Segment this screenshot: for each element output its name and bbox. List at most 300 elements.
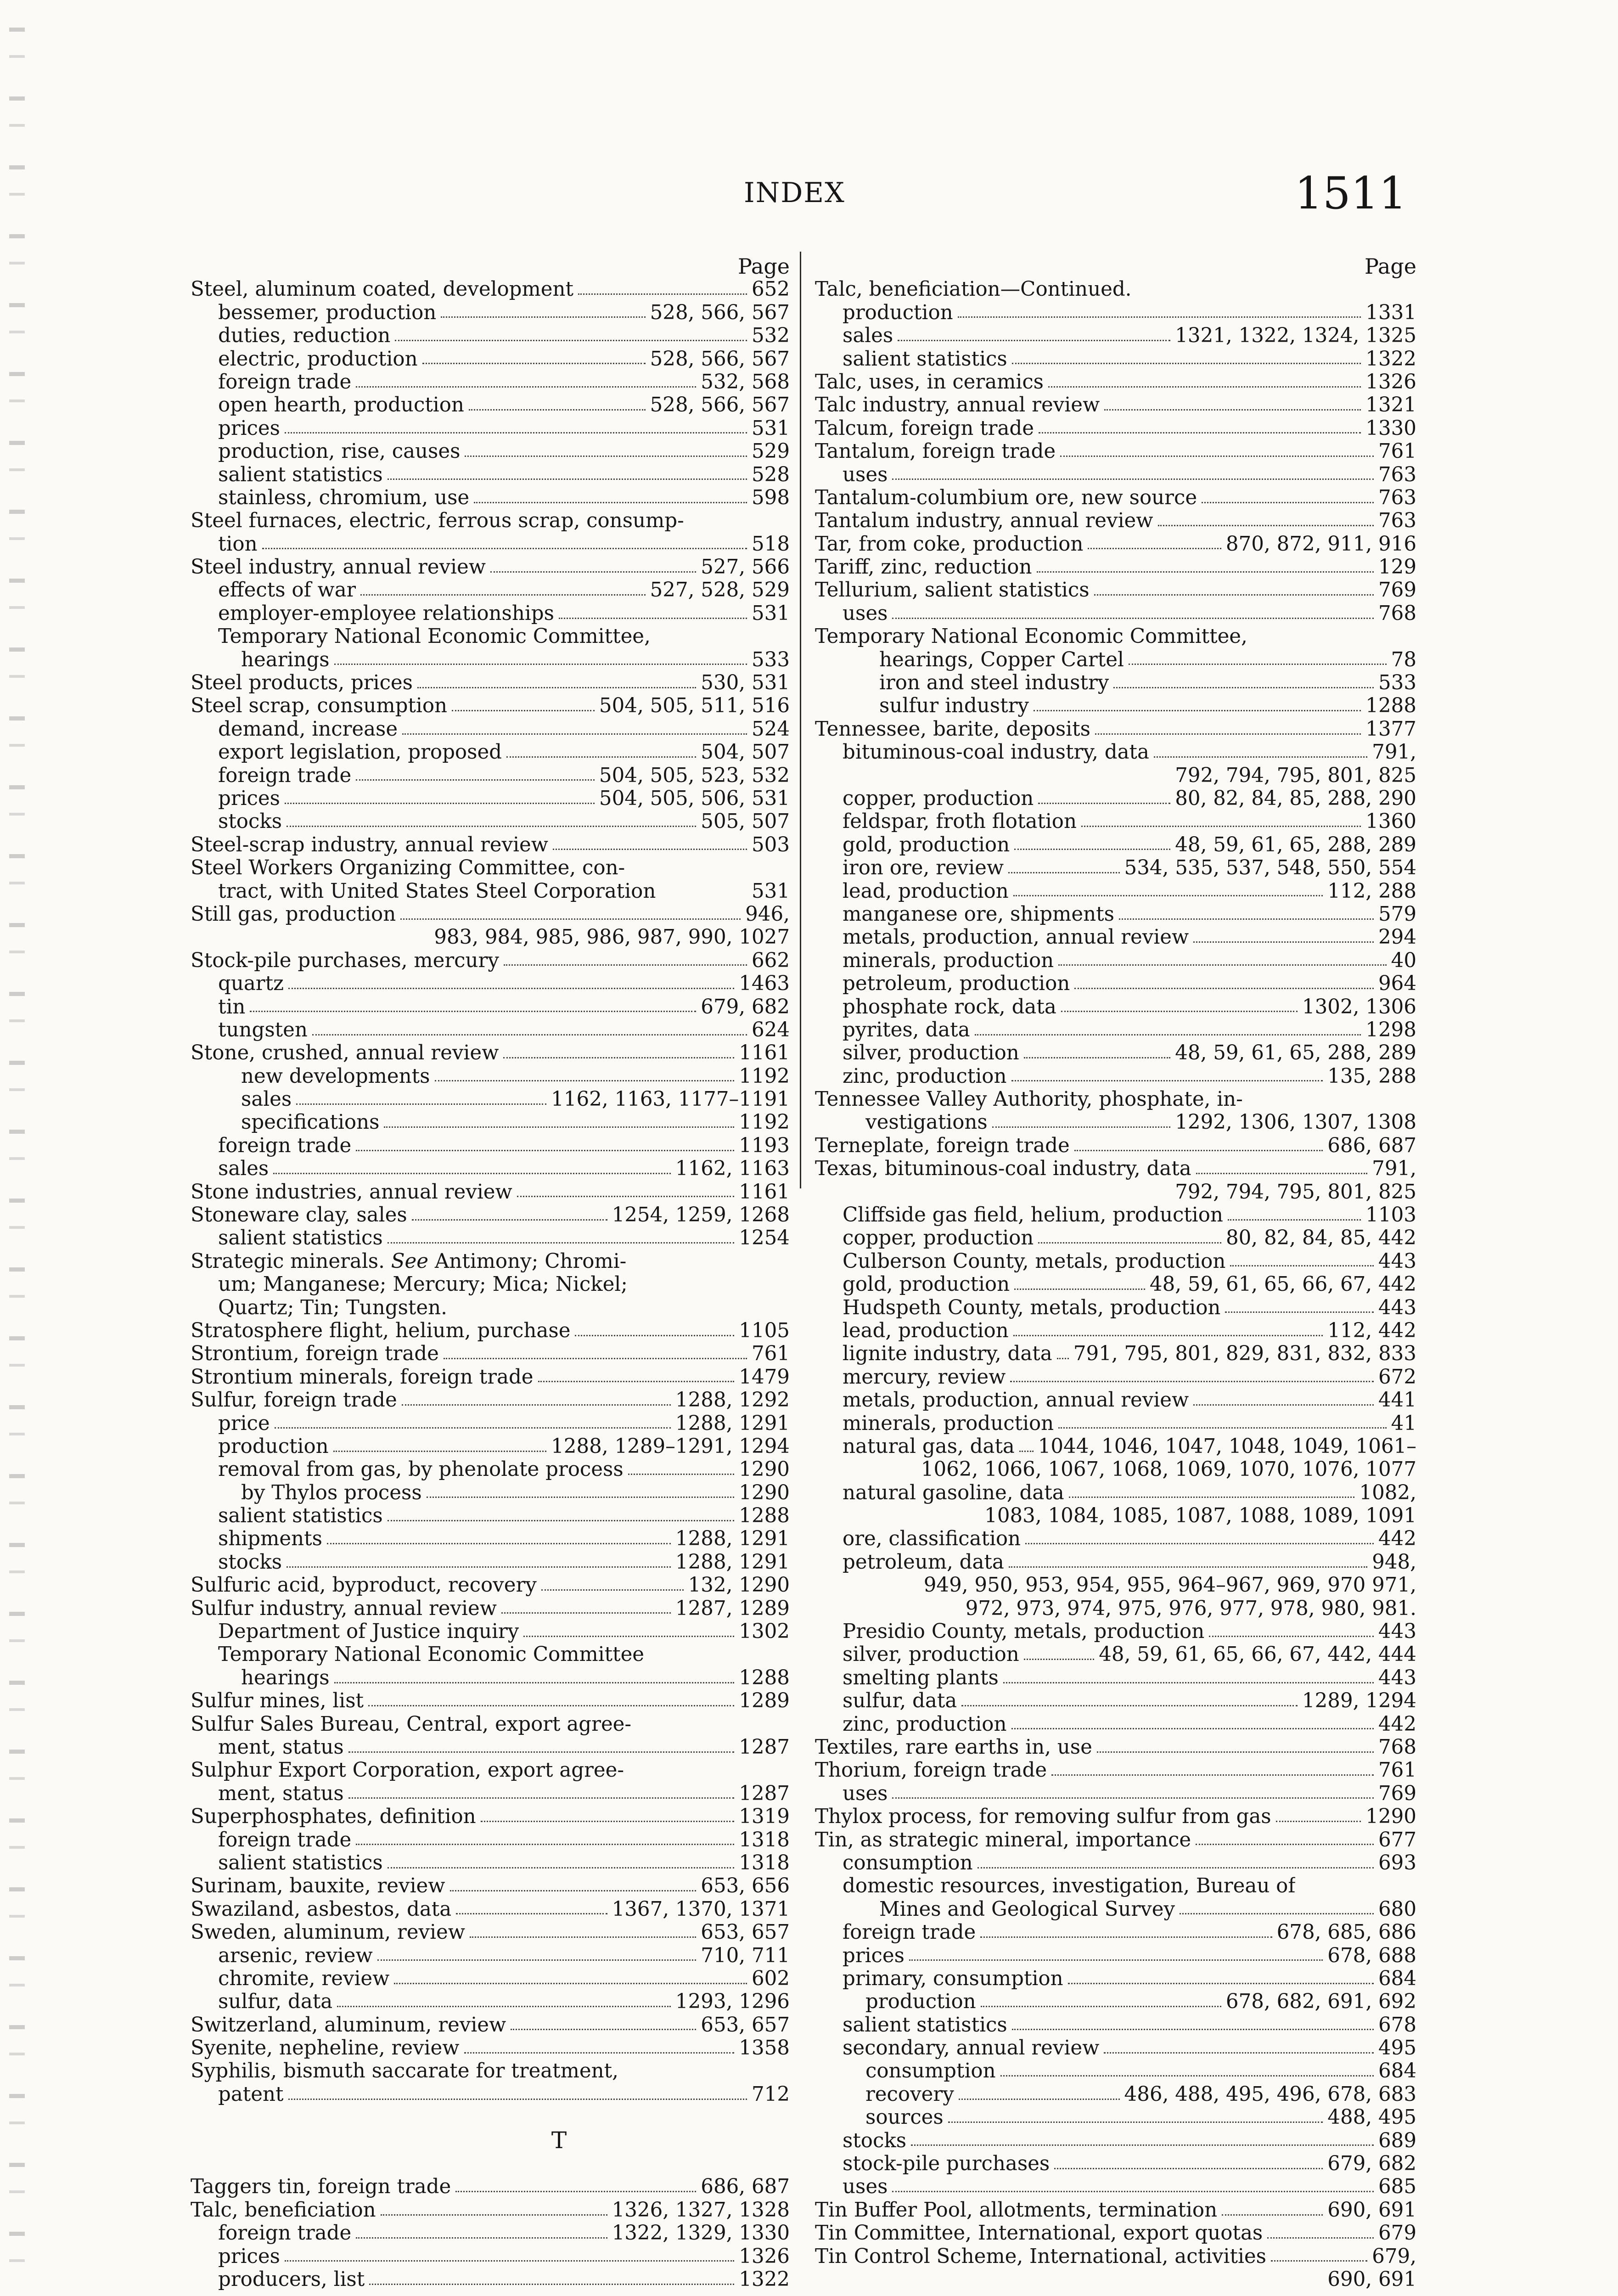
index-term: salient statistics xyxy=(218,463,383,486)
index-term: Syphilis, bismuth saccarate for treatment, xyxy=(191,2060,618,2083)
dot-leader xyxy=(490,571,696,573)
index-entry xyxy=(191,1342,790,1365)
dot-leader xyxy=(273,1173,671,1174)
index-term: Hudspeth County, metals, production xyxy=(843,1296,1221,1319)
dot-leader xyxy=(948,2122,1323,2123)
index-term: prices xyxy=(218,787,280,810)
index-entry xyxy=(815,1782,1416,1805)
dot-leader xyxy=(892,2191,1374,2192)
dot-leader xyxy=(1011,1728,1374,1729)
index-term: production xyxy=(843,301,953,324)
index-entry xyxy=(191,2222,790,2245)
column-divider xyxy=(800,252,801,1188)
index-entry xyxy=(815,1250,1416,1273)
dot-leader xyxy=(504,964,747,966)
index-page-refs: 129 xyxy=(1378,556,1416,579)
index-entry xyxy=(191,1481,790,1504)
index-term: stainless, chromium, use xyxy=(218,486,470,509)
index-page-refs: 1044, 1046, 1047, 1048, 1049, 1061– xyxy=(1038,1435,1416,1458)
dot-leader xyxy=(1058,1427,1386,1429)
index-term: Sulfur, foreign trade xyxy=(191,1389,397,1412)
index-term: Stratosphere flight, helium, purchase xyxy=(191,1319,571,1342)
index-entry xyxy=(815,2014,1416,2037)
index-entry xyxy=(191,371,790,394)
index-entry xyxy=(191,1574,790,1597)
index-entry xyxy=(815,1041,1416,1064)
index-page-refs: 504, 505, 506, 531 xyxy=(599,787,790,810)
index-term: Talc, uses, in ceramics xyxy=(815,370,1044,394)
dot-leader xyxy=(1019,1451,1034,1452)
index-term: Stone industries, annual review xyxy=(191,1180,512,1204)
index-term: stock-pile purchases xyxy=(843,2152,1050,2176)
index-term: prices xyxy=(218,416,280,440)
dot-leader xyxy=(1000,2075,1374,2077)
left-index-column xyxy=(191,255,790,2291)
dot-leader xyxy=(377,1959,697,1961)
dot-leader xyxy=(501,1612,671,1614)
dot-leader xyxy=(356,779,595,781)
index-page-refs: 602 xyxy=(751,1967,790,1990)
index-term: Strontium minerals, foreign trade xyxy=(191,1365,534,1389)
index-term: open hearth, production xyxy=(218,394,464,417)
index-term: Switzerland, aluminum, review xyxy=(191,2013,506,2037)
index-continuation: 983, 984, 985, 986, 987, 990, 1027 xyxy=(434,926,790,949)
index-term: hearings, Copper Cartel xyxy=(879,648,1124,671)
index-page-refs: 1302, 1306 xyxy=(1302,995,1416,1019)
index-term: price xyxy=(218,1412,270,1435)
index-page-refs: 791, xyxy=(1372,741,1416,764)
index-term: Superphosphates, definition xyxy=(191,1805,476,1829)
index-term: gold, production xyxy=(843,833,1010,856)
right-index-column xyxy=(815,255,1416,2291)
index-page-refs: 653, 657 xyxy=(701,2013,790,2037)
index-term: salient statistics xyxy=(843,347,1007,371)
index-page-refs: 503 xyxy=(751,833,790,856)
see-reference: See xyxy=(391,1249,429,1273)
index-page-refs: 48, 59, 61, 65, 66, 67, 442 xyxy=(1149,1273,1416,1296)
index-term: Temporary National Economic Committee xyxy=(218,1643,645,1666)
index-term: sulfur, data xyxy=(218,1990,333,2014)
index-page-refs: 442 xyxy=(1378,1527,1416,1551)
index-entry xyxy=(191,880,790,903)
dot-leader xyxy=(1068,1983,1374,1984)
index-page-refs: 791, 795, 801, 829, 831, 832, 833 xyxy=(1073,1342,1416,1366)
dot-leader xyxy=(1196,1844,1374,1845)
index-entry xyxy=(191,1713,790,1736)
index-continuation: 1062, 1066, 1067, 1068, 1069, 1070, 1076, 1077 xyxy=(921,1458,1416,1481)
index-entry xyxy=(191,671,790,694)
index-entry xyxy=(191,1458,790,1481)
index-term: tin xyxy=(218,995,246,1019)
index-page-refs: 1318 xyxy=(739,1851,790,1874)
index-page-refs: 40 xyxy=(1391,949,1416,972)
dot-leader xyxy=(435,1080,735,1081)
index-term: new developments xyxy=(241,1064,430,1088)
index-continuation: 792, 794, 795, 801, 825 xyxy=(1175,764,1416,787)
index-page-refs: 1288, 1292 xyxy=(675,1389,790,1412)
index-page-refs: 763 xyxy=(1378,463,1416,486)
index-entry xyxy=(815,996,1416,1019)
index-entry xyxy=(815,741,1416,764)
index-page-refs: 488, 495 xyxy=(1327,2106,1416,2129)
dot-leader xyxy=(1230,1265,1374,1266)
index-entry xyxy=(191,741,790,764)
index-page-refs: 135, 288 xyxy=(1327,1064,1416,1088)
index-page-refs: 761 xyxy=(751,1342,790,1366)
dot-leader xyxy=(1202,502,1374,503)
index-term: chromite, review xyxy=(218,1967,390,1990)
index-entry xyxy=(191,625,790,648)
dot-leader xyxy=(1088,548,1221,549)
index-term: Tin Committee, International, export quotas xyxy=(815,2222,1263,2245)
index-term: Steel, aluminum coated, development xyxy=(191,278,574,301)
index-page-refs: 518 xyxy=(751,532,790,556)
index-term: Steel-scrap industry, annual review xyxy=(191,833,548,856)
index-page-refs: 768 xyxy=(1378,602,1416,625)
dot-leader xyxy=(360,594,645,596)
page-header xyxy=(0,168,1618,227)
index-entry xyxy=(815,2129,1416,2152)
dot-leader xyxy=(285,432,747,433)
index-page-refs: 529 xyxy=(751,440,790,463)
index-term: prices xyxy=(843,1944,905,1967)
index-page-refs: 769 xyxy=(1378,579,1416,602)
index-entry xyxy=(191,949,790,972)
dot-leader xyxy=(898,340,1170,341)
dot-leader xyxy=(394,1983,747,1984)
index-term: employer-employee relationships xyxy=(218,602,554,625)
index-page-refs: 527, 566 xyxy=(701,556,790,579)
index-entry xyxy=(815,2222,1416,2245)
index-term: Tennessee, barite, deposits xyxy=(815,717,1090,741)
index-page-refs: 1292, 1306, 1307, 1308 xyxy=(1175,1111,1416,1134)
index-term: smelting plants xyxy=(843,1666,999,1689)
dot-leader xyxy=(417,687,696,688)
index-entry xyxy=(815,1481,1416,1504)
index-entry xyxy=(815,278,1416,301)
index-page-refs: 1331 xyxy=(1365,301,1416,324)
index-term: stocks xyxy=(218,1550,282,1574)
dot-leader xyxy=(1271,2260,1367,2262)
index-page-refs: 531 xyxy=(751,879,790,903)
index-entry xyxy=(815,2037,1416,2060)
index-term: effects of war xyxy=(218,579,356,602)
dot-leader xyxy=(369,2284,734,2285)
index-page-refs: 1330 xyxy=(1365,416,1416,440)
index-page-refs: 1321 xyxy=(1365,394,1416,417)
index-entry xyxy=(815,1319,1416,1342)
index-entry xyxy=(815,463,1416,486)
index-term: uses xyxy=(843,2175,888,2199)
index-page-refs: 653, 657 xyxy=(701,1921,790,1944)
index-term: metals, production, annual review xyxy=(843,1389,1189,1412)
index-entry xyxy=(815,949,1416,972)
dot-leader xyxy=(388,478,747,480)
dot-leader xyxy=(1069,1497,1355,1498)
index-page-refs: 652 xyxy=(751,278,790,301)
dot-leader xyxy=(1038,1242,1221,1244)
index-page-refs: 1287, 1289 xyxy=(675,1597,790,1620)
index-entry xyxy=(191,2175,790,2198)
dot-leader xyxy=(1009,1566,1367,1568)
index-page-refs: 1326, 1327, 1328 xyxy=(612,2198,790,2222)
index-entry xyxy=(815,625,1416,648)
index-page-refs: 1290 xyxy=(739,1481,790,1504)
index-term: uses xyxy=(843,1782,888,1805)
index-entry xyxy=(191,1041,790,1064)
dot-leader xyxy=(288,988,734,989)
index-entry xyxy=(191,1736,790,1759)
index-page-refs: 534, 535, 537, 548, 550, 554 xyxy=(1124,856,1416,880)
index-page-refs: 964 xyxy=(1378,972,1416,996)
dot-leader xyxy=(456,1913,607,1914)
index-term: Mines and Geological Survey xyxy=(879,1897,1175,1921)
index-term: production xyxy=(865,1990,976,2014)
index-term: consumption xyxy=(865,2060,996,2083)
page-column-heading: Page xyxy=(738,254,790,279)
index-term: domestic resources, investigation, Bureau of xyxy=(843,1874,1296,1898)
index-entry xyxy=(815,602,1416,625)
index-entry xyxy=(191,718,790,741)
dot-leader xyxy=(1104,409,1361,411)
index-term: salient statistics xyxy=(843,2013,1007,2037)
dot-leader xyxy=(1081,826,1361,827)
index-term: sources xyxy=(865,2106,944,2129)
index-term: Sweden, aluminum, review xyxy=(191,1921,465,1944)
dot-leader xyxy=(1057,1358,1069,1359)
index-page-refs: 662 xyxy=(751,949,790,972)
index-term: Terneplate, foreign trade xyxy=(815,1134,1070,1157)
dot-leader xyxy=(1058,964,1386,966)
index-page-refs: 443 xyxy=(1378,1249,1416,1273)
index-page-refs: 1082, xyxy=(1359,1481,1416,1504)
index-term: Syenite, nepheline, review xyxy=(191,2037,460,2060)
index-term: electric, production xyxy=(218,347,418,371)
index-page-refs: 1103 xyxy=(1365,1204,1416,1227)
dot-leader xyxy=(1013,895,1323,896)
index-page-refs: 1288, 1289–1291, 1294 xyxy=(551,1435,790,1458)
index-cross-reference: Quartz; Tin; Tungsten. xyxy=(218,1296,447,1319)
index-term: Talc, beneficiation—Continued. xyxy=(815,278,1132,301)
index-term: Sulphur Export Corporation, export agree- xyxy=(191,1759,624,1782)
index-term: natural gasoline, data xyxy=(843,1481,1064,1504)
index-term: Sulfur Sales Bureau, Central, export agree- xyxy=(191,1712,632,1736)
dot-leader xyxy=(1222,2214,1323,2216)
page-number: 1511 xyxy=(1294,168,1407,219)
dot-leader xyxy=(911,2144,1374,2146)
dot-leader xyxy=(892,618,1374,619)
dot-leader xyxy=(523,1636,734,1637)
index-page-refs: 769 xyxy=(1378,1782,1416,1805)
dot-leader xyxy=(348,1797,735,1799)
index-term: Steel Workers Organizing Committee, con- xyxy=(191,856,625,880)
dot-leader xyxy=(384,1126,734,1128)
index-entry xyxy=(815,1643,1416,1666)
index-entry xyxy=(815,1713,1416,1736)
dot-leader xyxy=(1003,1682,1374,1683)
index-page-refs: 684 xyxy=(1378,1967,1416,1990)
index-term: arsenic, review xyxy=(218,1944,373,1967)
dot-leader xyxy=(1276,1821,1361,1822)
index-term: minerals, production xyxy=(843,949,1054,972)
index-page-refs: 528, 566, 567 xyxy=(650,394,790,417)
index-entry xyxy=(815,1088,1416,1111)
dot-leader xyxy=(978,1867,1374,1868)
dot-leader xyxy=(287,826,696,827)
dot-leader xyxy=(559,618,747,619)
index-term: salient statistics xyxy=(218,1227,383,1250)
dot-leader xyxy=(285,2260,734,2262)
index-page-refs: 763 xyxy=(1378,509,1416,533)
index-page-refs: 443 xyxy=(1378,1296,1416,1319)
index-page-refs: 1318 xyxy=(739,1828,790,1851)
index-entry xyxy=(191,2060,790,2082)
index-entry xyxy=(191,1019,790,1041)
index-entry xyxy=(191,1134,790,1157)
index-entry xyxy=(815,1134,1416,1157)
index-page-refs: 531 xyxy=(751,416,790,440)
index-cross-reference: Strategic minerals. See Antimony; Chromi- xyxy=(191,1249,627,1273)
index-term: production, rise, causes xyxy=(218,440,461,463)
dot-leader xyxy=(1054,2168,1323,2169)
dot-leader xyxy=(285,803,595,804)
index-term: petroleum, data xyxy=(843,1550,1004,1574)
dot-leader xyxy=(1074,988,1374,989)
index-page-refs: 1288, 1291 xyxy=(675,1550,790,1574)
index-entry xyxy=(191,1227,790,1249)
dot-leader xyxy=(381,2214,607,2216)
index-page-refs: 41 xyxy=(1391,1412,1416,1435)
dot-leader xyxy=(909,1959,1323,1961)
dot-leader xyxy=(892,1797,1374,1799)
index-page-refs: 1321, 1322, 1324, 1325 xyxy=(1175,324,1416,348)
dot-leader xyxy=(1014,849,1170,850)
dot-leader xyxy=(388,1520,735,1521)
dot-leader xyxy=(517,1196,735,1197)
dot-leader xyxy=(1158,525,1374,526)
index-entry xyxy=(815,1412,1416,1435)
running-head: INDEX xyxy=(744,177,845,209)
index-page-refs: 1322, 1329, 1330 xyxy=(612,2222,790,2245)
dot-leader xyxy=(980,1936,1272,1938)
index-term: mercury, review xyxy=(843,1365,1006,1389)
index-page-refs: 1358 xyxy=(739,2037,790,2060)
index-term: ment, status xyxy=(218,1736,344,1759)
dot-leader xyxy=(981,2006,1221,2007)
dot-leader xyxy=(1095,733,1361,735)
index-term: secondary, annual review xyxy=(843,2037,1100,2060)
index-term: Taggers tin, foreign trade xyxy=(191,2175,451,2199)
index-entry xyxy=(815,2199,1416,2222)
index-page-refs: 791, xyxy=(1372,1157,1416,1181)
index-page-refs: 1290 xyxy=(739,1458,790,1481)
index-term: Tantalum-columbium ore, new source xyxy=(815,486,1197,509)
index-term: removal from gas, by phenolate process xyxy=(218,1458,624,1481)
index-entry xyxy=(815,1227,1416,1249)
index-entry xyxy=(191,787,790,810)
index-page-refs: 505, 507 xyxy=(701,810,790,833)
index-page-refs: 1293, 1296 xyxy=(675,1990,790,2014)
index-entry xyxy=(191,1874,790,1897)
index-page-refs: 1254, 1259, 1268 xyxy=(612,1204,790,1227)
index-entry xyxy=(815,903,1416,926)
page-column-heading: Page xyxy=(1365,254,1416,279)
index-page-refs: 1162, 1163, 1177–1191 xyxy=(551,1088,790,1111)
index-page-refs: 48, 59, 61, 65, 66, 67, 442, 444 xyxy=(1099,1643,1416,1666)
dot-leader xyxy=(422,363,646,364)
index-entry xyxy=(191,579,790,602)
index-entry xyxy=(815,371,1416,394)
index-term: tungsten xyxy=(218,1018,308,1041)
index-entry xyxy=(191,533,790,556)
index-entry xyxy=(815,579,1416,602)
index-page-refs: 653, 656 xyxy=(701,1874,790,1898)
index-term: foreign trade xyxy=(843,1921,976,1944)
index-page-refs: 678 xyxy=(1378,2013,1416,2037)
dot-leader xyxy=(395,340,747,341)
dot-leader xyxy=(327,1543,671,1544)
index-term: sales xyxy=(218,1157,269,1181)
index-term: Texas, bituminous-coal industry, data xyxy=(815,1157,1191,1181)
index-entry xyxy=(815,1736,1416,1759)
index-entry xyxy=(815,856,1416,879)
index-entry xyxy=(815,1898,1416,1921)
index-term: Temporary National Economic Committee, xyxy=(218,625,651,648)
index-page-refs: 1288, 1291 xyxy=(675,1527,790,1551)
index-term: lead, production xyxy=(843,1319,1009,1342)
index-entry xyxy=(815,417,1416,440)
dot-leader xyxy=(1012,2029,1374,2030)
index-term: Textiles, rare earths in, use xyxy=(815,1736,1092,1759)
index-page-refs: 761 xyxy=(1378,440,1416,463)
index-term: Swaziland, asbestos, data xyxy=(191,1897,452,1921)
index-page-refs: 1298 xyxy=(1365,1018,1416,1041)
index-term: Tellurium, salient statistics xyxy=(815,579,1090,602)
index-term: quartz xyxy=(218,972,284,996)
index-term: Department of Justice inquiry xyxy=(218,1620,519,1643)
dot-leader xyxy=(356,2237,607,2239)
dot-leader xyxy=(1014,1289,1145,1290)
dot-leader xyxy=(1012,363,1361,364)
index-entry xyxy=(815,509,1416,532)
dot-leader xyxy=(333,1451,546,1452)
index-entry xyxy=(815,1019,1416,1041)
index-entry xyxy=(815,2175,1416,2198)
index-entry xyxy=(191,810,790,833)
index-page-refs: 443 xyxy=(1378,1620,1416,1643)
index-entry xyxy=(191,509,790,532)
dot-leader xyxy=(506,756,696,758)
index-term: uses xyxy=(843,463,888,486)
dot-leader xyxy=(452,710,595,711)
index-entry xyxy=(191,1689,790,1712)
index-page-refs: 112, 442 xyxy=(1327,1319,1416,1342)
section-letter: T xyxy=(551,2127,567,2154)
index-term: silver, production xyxy=(843,1041,1019,1065)
dot-leader xyxy=(402,1404,671,1406)
index-entry xyxy=(191,394,790,416)
dot-leader xyxy=(412,1219,607,1221)
index-entry xyxy=(815,1342,1416,1365)
index-page-refs: 486, 488, 495, 496, 678, 683 xyxy=(1124,2082,1416,2106)
index-page-refs: 504, 505, 511, 516 xyxy=(599,694,790,718)
index-entry xyxy=(191,1851,790,1874)
index-term: Tin Buffer Pool, allotments, termination xyxy=(815,2198,1218,2222)
dot-leader xyxy=(992,1126,1170,1128)
dot-leader xyxy=(368,1705,734,1706)
scan-edge-noise xyxy=(9,28,25,2296)
index-entry xyxy=(191,972,790,995)
